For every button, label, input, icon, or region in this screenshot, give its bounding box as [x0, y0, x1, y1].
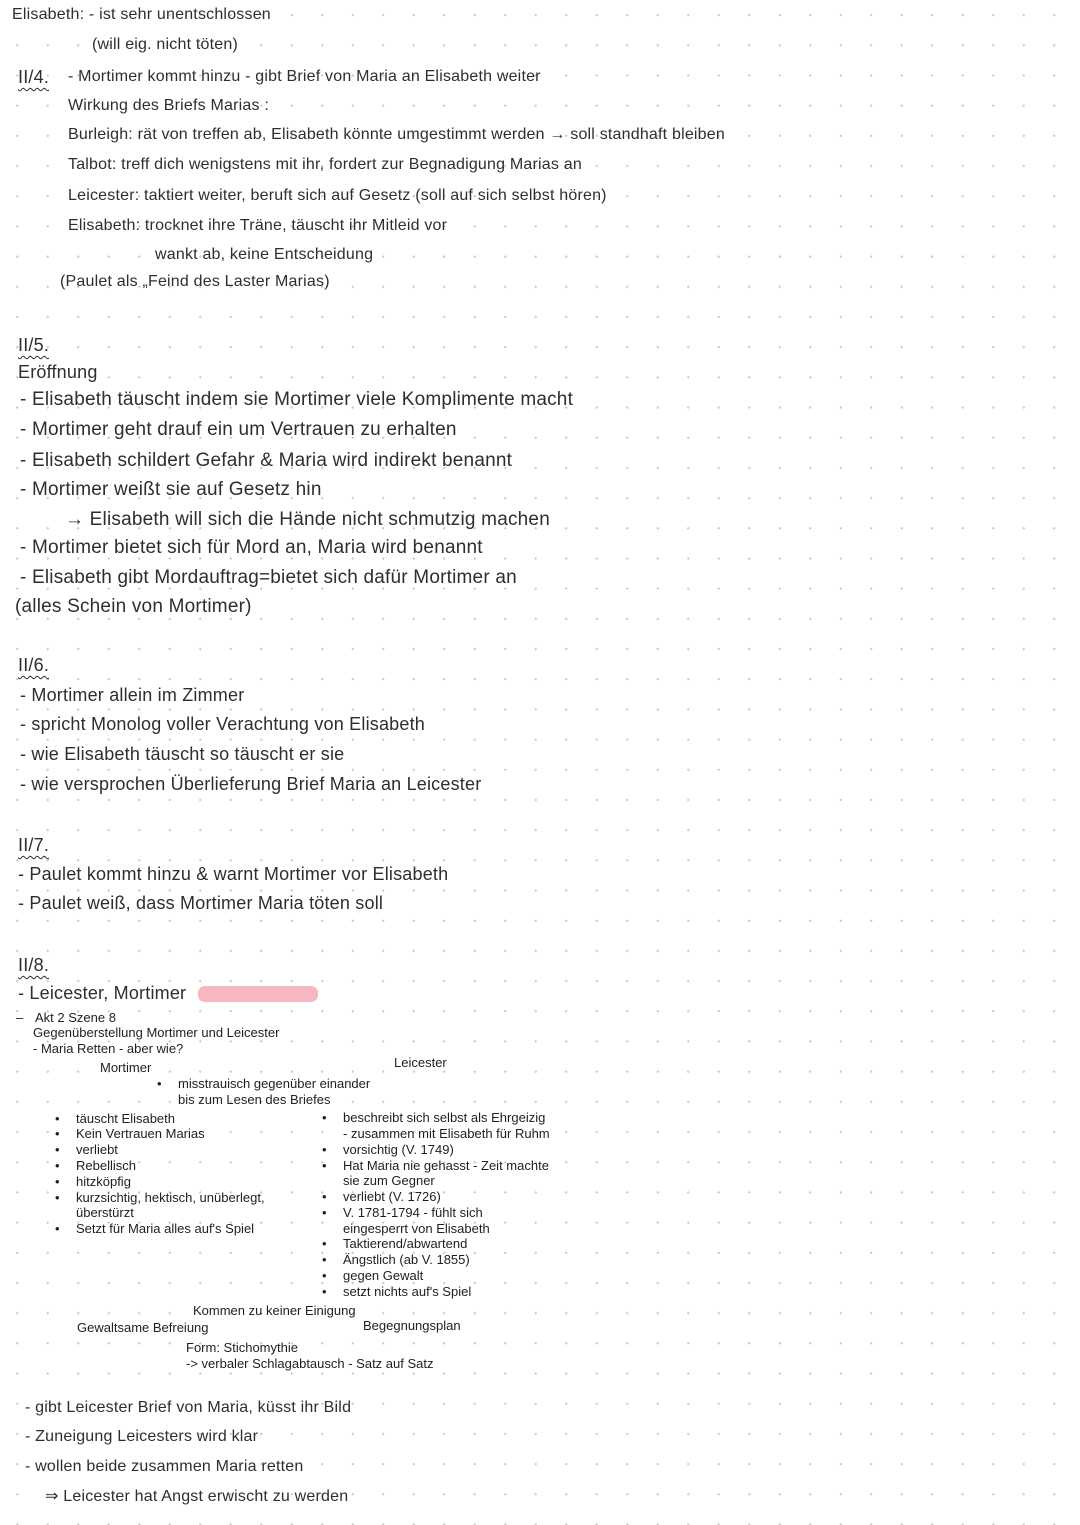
scene-2-5-item: - Mortimer weißt sie auf Gesetz hin	[20, 479, 322, 500]
reaction-elisabeth: Elisabeth: trocknet ihre Träne, täuscht ihr Mitleid vor	[68, 217, 448, 234]
leicester-trait-continued: eingesperrt von Elisabeth	[343, 1221, 490, 1236]
leicester-trait: • beschreibt sich selbst als Ehrgeizig	[343, 1110, 545, 1126]
mortimer-trait: • Kein Vertrauen Marias	[76, 1126, 205, 1142]
scene-2-5-note: (alles Schein von Mortimer)	[15, 596, 252, 617]
mortimer-trait: • kurzsichtig, hektisch, unüberlegt,	[76, 1190, 265, 1206]
mortimer-trait: • täuscht Elisabeth	[76, 1111, 175, 1127]
scene-2-6-heading: II/6.	[18, 655, 50, 675]
mortimer-trait: • hitzköpfig	[76, 1174, 131, 1190]
typed-title: – Akt 2 Szene 8	[35, 1010, 116, 1026]
leicester-trait: • V. 1781-1794 - fühlt sich	[343, 1205, 483, 1221]
scene-2-5-item: - Elisabeth gibt Mordauftrag=bietet sich dafür Mortimer an	[20, 567, 517, 588]
scene-2-5-arrow-item: → Elisabeth will sich die Hände nicht schmutzig machen	[65, 509, 550, 530]
scene-2-5-item: - Elisabeth täuscht indem sie Mortimer viele Komplimente macht	[20, 389, 574, 410]
scene-2-5-item: - Mortimer geht drauf ein um Vertrauen zu erhalten	[20, 419, 457, 440]
leicester-trait: • verliebt (V. 1726)	[343, 1189, 441, 1205]
scene-2-5-item: - Mortimer bietet sich für Mord an, Maria wird benannt	[20, 537, 483, 558]
scene-2-7-item: - Paulet weiß, dass Mortimer Maria töten soll	[18, 893, 384, 913]
scene-2-4-summary: - Mortimer kommt hinzu - gibt Brief von Maria an Elisabeth weiter	[68, 68, 541, 85]
reaction-burleigh: Burleigh: rät von treffen ab, Elisabeth könnte umgestimmt werden → soll standhaft bleiben	[68, 126, 725, 143]
mortimer-trait: • verliebt	[76, 1142, 118, 1158]
after-note: - gibt Leicester Brief von Maria, küsst ihr Bild	[25, 1399, 352, 1416]
mortimer-trait: • Rebellisch	[76, 1158, 136, 1174]
mortimer-trait-continued: überstürzt	[76, 1205, 134, 1220]
typed-conclusion: Kommen zu keiner Einigung	[193, 1303, 356, 1318]
reaction-leicester: Leicester: taktiert weiter, beruft sich auf Gesetz (soll auf sich selbst hören)	[68, 187, 607, 204]
scene-2-8-characters: - Leicester, Mortimer	[18, 983, 187, 1003]
shared-trait-continued: bis zum Lesen des Briefes	[178, 1092, 331, 1107]
scene-2-7-heading: II/7.	[18, 835, 50, 855]
mortimer-column-label: Mortimer	[100, 1060, 152, 1075]
typed-form-note: -> verbaler Schlagabtausch - Satz auf Satz	[186, 1356, 434, 1371]
typed-question: - Maria Retten - aber wie?	[33, 1041, 184, 1056]
reaction-elisabeth-continued: wankt ab, keine Entscheidung	[155, 246, 374, 263]
shared-trait: • misstrauisch gegenüber einander	[178, 1076, 370, 1092]
scene-2-6-item: - spricht Monolog voller Verachtung von Elisabeth	[20, 714, 426, 734]
scene-2-5-subheading: Eröffnung	[18, 362, 98, 382]
after-note: - Zuneigung Leicesters wird klar	[25, 1428, 259, 1445]
after-note-conclusion: ⇒ Leicester hat Angst erwischt zu werden	[45, 1488, 349, 1505]
scene-2-6-item: - wie Elisabeth täuscht so täuscht er sie	[20, 744, 345, 764]
intro-line-note: (will eig. nicht töten)	[92, 36, 238, 53]
leicester-plan: Begegnungsplan	[363, 1318, 461, 1333]
reaction-talbot: Talbot: treff dich wenigstens mit ihr, fordert zur Begnadigung Marias an	[68, 156, 582, 173]
leicester-trait: • Hat Maria nie gehasst - Zeit machte	[343, 1158, 549, 1174]
scene-2-6-item: - Mortimer allein im Zimmer	[20, 685, 245, 705]
highlighter-mark	[198, 986, 318, 1002]
typed-subtitle: Gegenüberstellung Mortimer und Leicester	[33, 1025, 280, 1040]
scene-2-4-heading: II/4.	[18, 67, 50, 87]
scene-2-4-note: (Paulet als „Feind des Laster Marias)	[60, 273, 330, 290]
leicester-trait-continued: - zusammen mit Elisabeth für Ruhm	[343, 1126, 550, 1141]
leicester-trait: • Taktierend/abwartend	[343, 1236, 467, 1252]
typed-form: Form: Stichomythie	[186, 1340, 298, 1355]
leicester-trait: • setzt nichts auf's Spiel	[343, 1284, 471, 1300]
scene-2-6-item: - wie versprochen Überlieferung Brief Maria an Leicester	[20, 774, 482, 794]
leicester-trait: • vorsichtig (V. 1749)	[343, 1142, 454, 1158]
leicester-trait: • Ängstlich (ab V. 1855)	[343, 1252, 470, 1268]
scene-2-5-item: - Elisabeth schildert Gefahr & Maria wird indirekt benannt	[20, 450, 513, 471]
scene-2-4-effect-title: Wirkung des Briefs Marias :	[68, 97, 270, 114]
scene-2-8-heading: II/8.	[18, 955, 50, 975]
mortimer-plan: Gewaltsame Befreiung	[77, 1320, 209, 1335]
scene-2-5-heading: II/5.	[18, 335, 50, 355]
scene-2-7-item: - Paulet kommt hinzu & warnt Mortimer vor Elisabeth	[18, 864, 449, 884]
mortimer-trait: • Setzt für Maria alles auf's Spiel	[76, 1221, 254, 1237]
intro-line-elisabeth: Elisabeth: - ist sehr unentschlossen	[12, 6, 271, 23]
leicester-trait-continued: sie zum Gegner	[343, 1173, 435, 1188]
leicester-column-label: Leicester	[394, 1055, 447, 1070]
leicester-trait: • gegen Gewalt	[343, 1268, 423, 1284]
after-note: - wollen beide zusammen Maria retten	[25, 1458, 304, 1475]
